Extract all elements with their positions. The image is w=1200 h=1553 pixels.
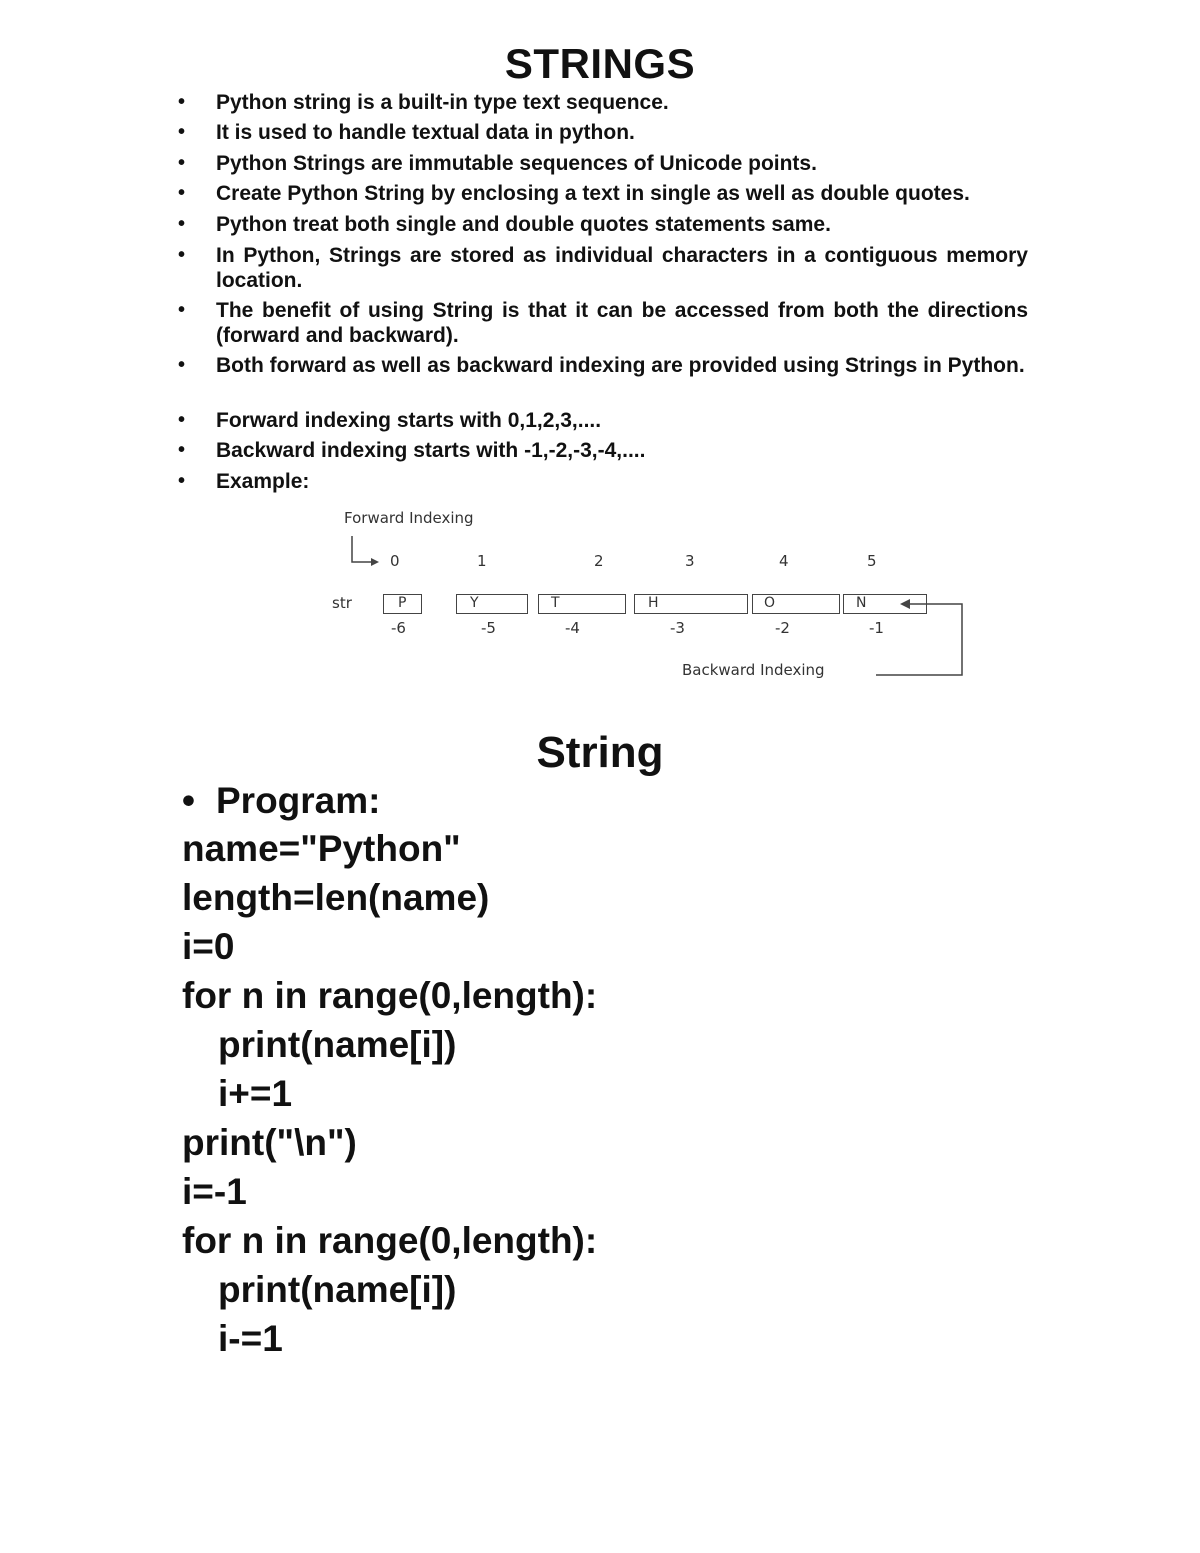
string-letter: O bbox=[764, 595, 776, 611]
forward-index: 0 bbox=[390, 552, 400, 570]
string-letter: T bbox=[551, 595, 560, 611]
backward-index: -3 bbox=[670, 619, 685, 637]
code-line: i-=1 bbox=[218, 1318, 283, 1359]
bullet-item: • The benefit of using String is that it can be accessed from both the directions (forward and backward). bbox=[216, 298, 1028, 348]
code-line: name="Python" bbox=[182, 828, 461, 869]
code-line: for n in range(0,length): bbox=[182, 975, 598, 1016]
string-cell bbox=[456, 594, 528, 614]
code-line: print(name[i]) bbox=[218, 1269, 457, 1310]
forward-arrow-head bbox=[371, 558, 379, 566]
backward-index: -5 bbox=[481, 619, 496, 637]
forward-indexing-label: Forward Indexing bbox=[344, 509, 474, 527]
bullet-item: • Python treat both single and double quotes statements same. bbox=[216, 212, 1028, 237]
program-heading-label: Program: bbox=[216, 780, 381, 821]
bullet-item: • Create Python String by enclosing a text in single as well as double quotes. bbox=[216, 181, 1028, 206]
program-heading bbox=[182, 778, 380, 824]
backward-index: -6 bbox=[391, 619, 406, 637]
code-line: i=0 bbox=[182, 926, 235, 967]
forward-index: 2 bbox=[594, 552, 604, 570]
code-line: print(name[i]) bbox=[218, 1024, 457, 1065]
bullet-item: • Both forward as well as backward indexing are provided using Strings in Python. bbox=[216, 353, 1028, 378]
forward-index: 1 bbox=[477, 552, 487, 570]
backward-indexing-label: Backward Indexing bbox=[682, 661, 825, 679]
str-variable-label: str bbox=[332, 594, 352, 612]
page-title: STRINGS bbox=[504, 40, 696, 87]
forward-bracket-line bbox=[352, 536, 372, 562]
string-letter: N bbox=[856, 595, 867, 611]
bullet-item: • Python string is a built-in type text sequence. bbox=[216, 90, 1028, 115]
forward-index: 5 bbox=[867, 552, 877, 570]
code-line: i=-1 bbox=[182, 1171, 247, 1212]
bullet-item: • Python Strings are immutable sequences of Unicode points. bbox=[216, 151, 1028, 176]
code-line: i+=1 bbox=[218, 1073, 293, 1114]
forward-index: 3 bbox=[685, 552, 695, 570]
bullet-item: • In Python, Strings are stored as individual characters in a contiguous memory location. bbox=[216, 243, 1028, 293]
bullet-item: • Example: bbox=[216, 469, 1028, 494]
backward-bracket-line bbox=[876, 604, 962, 675]
string-letter: Y bbox=[470, 595, 479, 611]
string-letter: P bbox=[398, 595, 407, 611]
backward-index: -4 bbox=[565, 619, 580, 637]
bullet-item: • Forward indexing starts with 0,1,2,3,.... bbox=[216, 408, 1028, 433]
forward-index: 4 bbox=[779, 552, 789, 570]
bullet-dot: • bbox=[182, 780, 195, 821]
bullet-item: • Backward indexing starts with -1,-2,-3,-4,.... bbox=[216, 438, 1028, 463]
code-line: length=len(name) bbox=[182, 877, 490, 918]
section-subtitle: String bbox=[536, 728, 664, 777]
code-line: print("\n") bbox=[182, 1122, 357, 1163]
bullet-item: • It is used to handle textual data in python. bbox=[216, 120, 1028, 145]
string-letter: H bbox=[648, 595, 659, 611]
backward-index: -1 bbox=[869, 619, 884, 637]
code-line: for n in range(0,length): bbox=[182, 1220, 598, 1261]
backward-index: -2 bbox=[775, 619, 790, 637]
